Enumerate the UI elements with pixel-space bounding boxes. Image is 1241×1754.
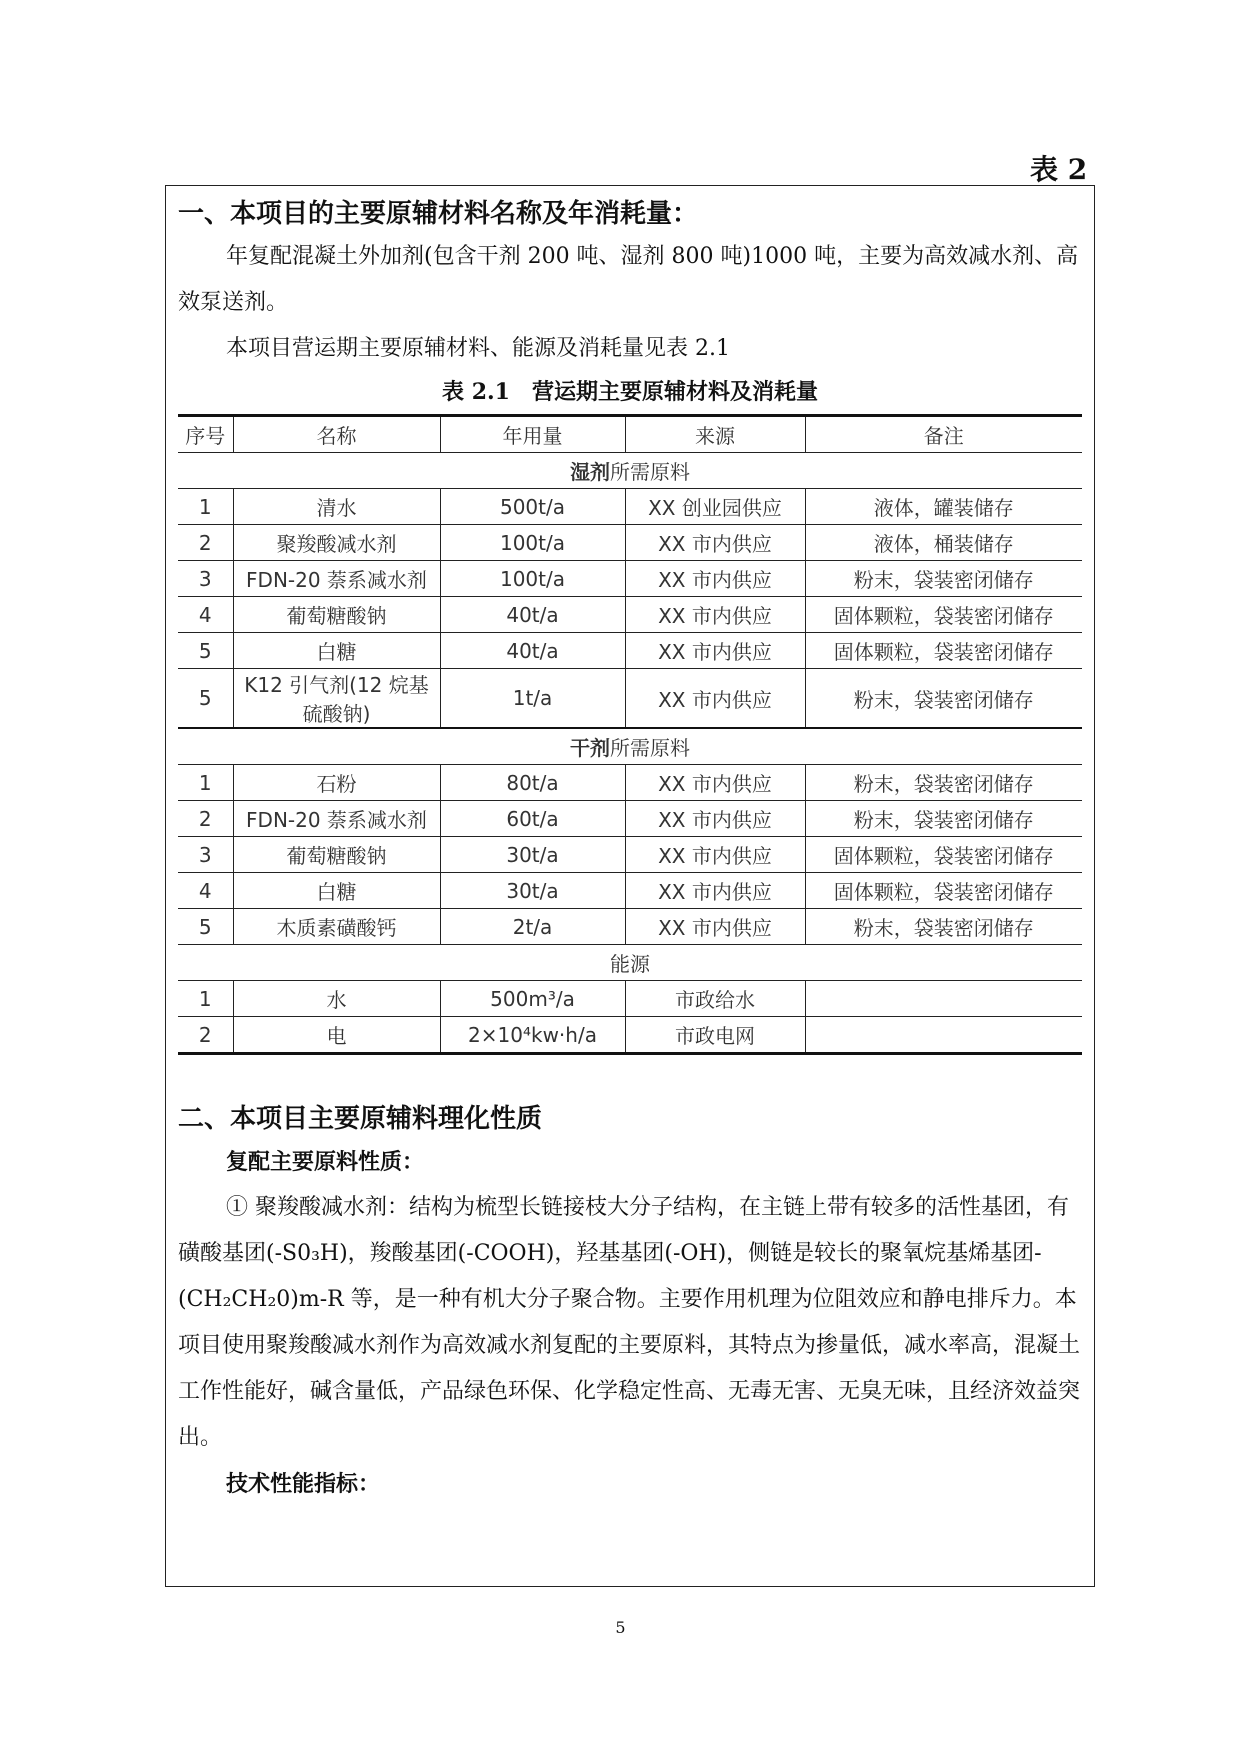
wet-group-row-label: 所需原料 [610,460,690,484]
dry-cell-annual-usage: 2t/a [440,909,625,945]
dry-cell-name: 石粉 [233,765,440,801]
dry-cell-remarks: 固体颗粒，袋装密闭储存 [805,873,1082,909]
wet-cell-name: 清水 [233,489,440,525]
wet-cell-source: XX 市内供应 [625,633,805,669]
header-index: 序号 [178,416,233,453]
materials-table [178,414,1082,1055]
wet-cell-index: 5 [178,669,233,729]
dry-cell-index: 2 [178,801,233,837]
header-source: 来源 [625,416,805,453]
energy-group-row-cell [178,945,1082,981]
table-row [178,801,1082,837]
wet-cell-annual-usage: 40t/a [440,633,625,669]
wet-cell-source: XX 市内供应 [625,597,805,633]
dry-cell-remarks: 粉末，袋装密闭储存 [805,765,1082,801]
wet-cell-index: 3 [178,561,233,597]
table-row [178,873,1082,909]
content-frame [165,185,1095,1587]
header-name: 名称 [233,416,440,453]
table-body [178,453,1082,1054]
wet-cell-annual-usage: 1t/a [440,669,625,729]
table-row [178,1017,1082,1054]
dry-group-row-label: 所需原料 [610,736,690,760]
dry-cell-name: 白糖 [233,873,440,909]
wet-cell-index: 1 [178,489,233,525]
table-header-row [178,416,1082,453]
header-remarks: 备注 [805,416,1082,453]
dry-cell-source: XX 市内供应 [625,909,805,945]
dry-cell-source: XX 市内供应 [625,837,805,873]
table-row [178,597,1082,633]
dry-group-row [178,728,1082,765]
wet-cell-remarks: 固体颗粒，袋装密闭储存 [805,633,1082,669]
wet-cell-name: K12 引气剂(12 烷基硫酸钠) [233,669,440,729]
wet-cell-remarks: 液体，罐装储存 [805,489,1082,525]
wet-cell-annual-usage: 500t/a [440,489,625,525]
wet-cell-remarks: 粉末，袋装密闭储存 [805,561,1082,597]
wet-group-row [178,453,1082,489]
dry-cell-index: 4 [178,873,233,909]
dry-cell-annual-usage: 60t/a [440,801,625,837]
table-row [178,837,1082,873]
energy-cell-remarks [805,1017,1082,1054]
wet-cell-source: XX 创业园供应 [625,489,805,525]
table-row [178,633,1082,669]
wet-group-row-cell [178,453,1082,489]
wet-cell-index: 4 [178,597,233,633]
section2-heading: 二、本项目主要原辅料理化性质 [178,1104,543,1134]
dry-cell-source: XX 市内供应 [625,873,805,909]
dry-cell-source: XX 市内供应 [625,801,805,837]
table-row [178,561,1082,597]
wet-cell-source: XX 市内供应 [625,669,805,729]
wet-cell-source: XX 市内供应 [625,561,805,597]
energy-cell-name: 水 [233,981,440,1017]
energy-cell-name: 电 [233,1017,440,1054]
dry-cell-index: 5 [178,909,233,945]
table-label: 表 2 [1030,153,1088,186]
page-number: 5 [615,1618,626,1637]
table-row [178,981,1082,1017]
energy-cell-annual-usage: 500m³/a [440,981,625,1017]
section2-paragraph: ① 聚羧酸减水剂：结构为梳型长链接枝大分子结构，在主链上带有较多的活性基团，有磺酸基团(-S0₃H)，羧酸基团(-COOH)，羟基基团(-OH)，侧链是较长的聚氧烷基烯基团-(CH₂CH₂0)m-R 等，是一种有机大分子聚合物。主要作用机理为位阻效应和静电排斥力。本项目使用聚羧酸减水剂作为高效减水剂复配的主要原料，其特点为掺量低，减水率高，混凝土工作性能好，碱含量低，产品绿色环保、化学稳定性高、无毒无害、无臭无味，且经济效益突出。 [178,1195,1081,1450]
dry-cell-annual-usage: 30t/a [440,837,625,873]
content [178,186,1082,1507]
dry-group-row-cell [178,728,1082,765]
wet-cell-annual-usage: 40t/a [440,597,625,633]
energy-cell-source: 市政电网 [625,1017,805,1054]
dry-cell-index: 3 [178,837,233,873]
dry-cell-remarks: 固体颗粒，袋装密闭储存 [805,837,1082,873]
table-row [178,909,1082,945]
wet-cell-annual-usage: 100t/a [440,561,625,597]
table-row [178,525,1082,561]
wet-cell-name: 葡萄糖酸钠 [233,597,440,633]
dry-cell-remarks: 粉末，袋装密闭储存 [805,801,1082,837]
dry-cell-name: FDN-20 萘系减水剂 [233,801,440,837]
header-annual-usage: 年用量 [440,416,625,453]
wet-cell-name: 白糖 [233,633,440,669]
section2-subheading-performance: 技术性能指标： [226,1471,381,1497]
section2-subheading-properties: 复配主要原料性质： [226,1149,425,1175]
wet-cell-source: XX 市内供应 [625,525,805,561]
wet-cell-name: 聚羧酸减水剂 [233,525,440,561]
dry-cell-annual-usage: 30t/a [440,873,625,909]
wet-cell-remarks: 固体颗粒，袋装密闭储存 [805,597,1082,633]
energy-cell-index: 1 [178,981,233,1017]
section1-heading: 一、本项目的主要原辅材料名称及年消耗量： [178,199,699,229]
energy-group-row-label: 能源 [610,952,650,976]
energy-group-row [178,945,1082,981]
energy-cell-source: 市政给水 [625,981,805,1017]
energy-cell-index: 2 [178,1017,233,1054]
wet-cell-annual-usage: 100t/a [440,525,625,561]
wet-cell-index: 2 [178,525,233,561]
dry-cell-remarks: 粉末，袋装密闭储存 [805,909,1082,945]
dry-cell-name: 葡萄糖酸钠 [233,837,440,873]
wet-cell-remarks: 液体，桶装储存 [805,525,1082,561]
table-row [178,669,1082,729]
wet-group-row-bold-label: 湿剂 [570,460,610,484]
table-row [178,489,1082,525]
dry-cell-annual-usage: 80t/a [440,765,625,801]
table-caption: 表 2.1 营运期主要原辅材料及消耗量 [442,379,818,405]
energy-cell-remarks [805,981,1082,1017]
section1-paragraph-1: 年复配混凝土外加剂(包含干剂 200 吨、湿剂 800 吨)1000 吨，主要为高效减水剂、高效泵送剂。 [178,244,1079,315]
table-row [178,765,1082,801]
wet-cell-remarks: 粉末，袋装密闭储存 [805,669,1082,729]
dry-group-row-bold-label: 干剂 [570,736,610,760]
dry-cell-name: 木质素磺酸钙 [233,909,440,945]
wet-cell-index: 5 [178,633,233,669]
section1-paragraph-2: 本项目营运期主要原辅材料、能源及消耗量见表 2.1 [226,336,730,361]
dry-cell-source: XX 市内供应 [625,765,805,801]
dry-cell-index: 1 [178,765,233,801]
wet-cell-name: FDN-20 萘系减水剂 [233,561,440,597]
energy-cell-annual-usage: 2×10⁴kw·h/a [440,1017,625,1054]
